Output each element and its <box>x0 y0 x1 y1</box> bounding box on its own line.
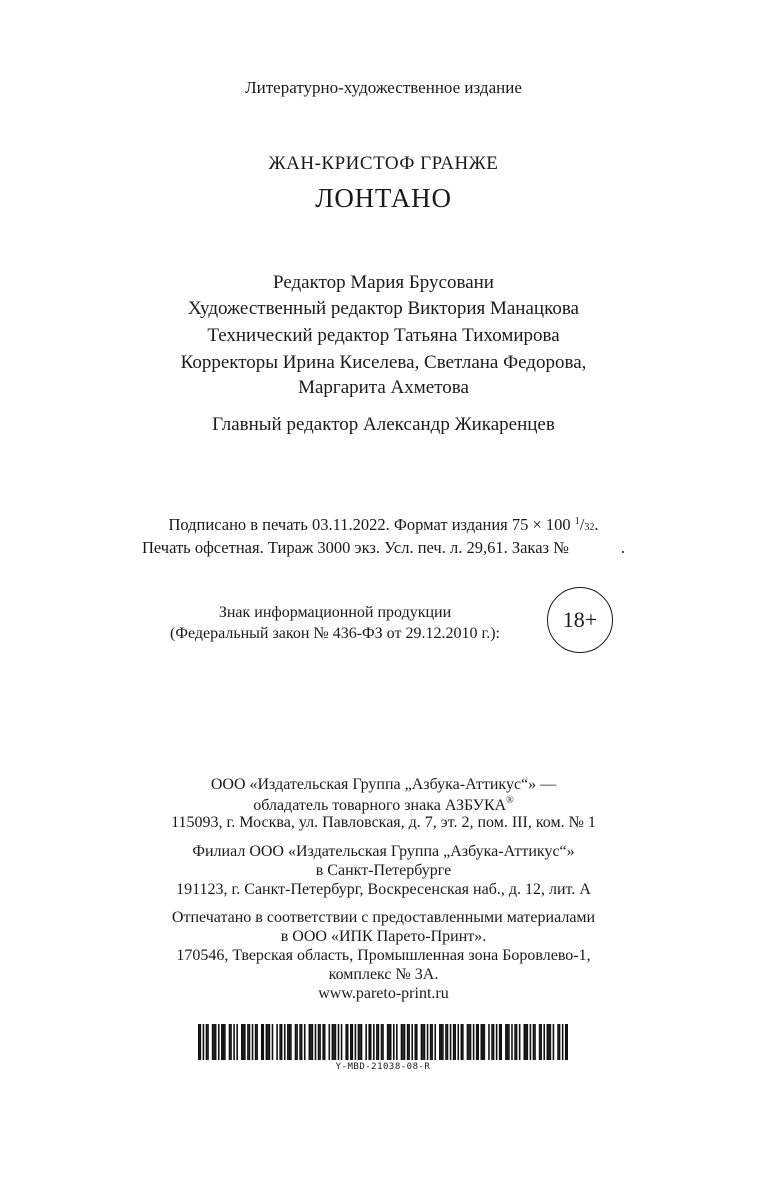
barcode-bar <box>212 1024 214 1060</box>
barcode-bar <box>424 1024 426 1060</box>
barcode-bar <box>332 1024 334 1060</box>
age-rating: 18+ <box>562 607 598 632</box>
barcode-bar <box>213 1024 215 1060</box>
barcode-bar <box>230 1024 232 1060</box>
branch-address: 191123, г. Санкт-Петербург, Воскресенская наб., д. 12, лит. А <box>176 881 591 898</box>
barcode-bar <box>261 1024 263 1060</box>
barcode-bar <box>315 1024 317 1060</box>
barcode-bar <box>430 1024 432 1060</box>
barcode-bar <box>218 1024 220 1060</box>
barcode-bar <box>500 1024 502 1060</box>
tech-editor-credit: Технический редактор Татьяна Тихомирова <box>207 325 560 346</box>
barcode-bar <box>514 1024 516 1060</box>
barcode-bar <box>565 1024 567 1060</box>
barcode-bar <box>404 1024 406 1060</box>
barcode-bar <box>505 1024 507 1060</box>
barcode-bar <box>527 1024 529 1060</box>
barcode-bar <box>559 1024 561 1060</box>
barcode-bar <box>361 1024 363 1060</box>
barcode-bar <box>550 1024 552 1060</box>
barcode-bar <box>387 1024 389 1060</box>
barcode-bar <box>359 1024 361 1060</box>
barcode-bar <box>447 1024 449 1060</box>
barcode-bar <box>488 1024 490 1060</box>
barcode-bar <box>476 1024 478 1060</box>
barcode-bar <box>382 1024 384 1060</box>
barcode-bar <box>215 1024 217 1060</box>
barcode-bar <box>249 1024 251 1060</box>
barcode-bar <box>233 1024 235 1060</box>
barcode-bar <box>355 1024 357 1060</box>
barcode-bar <box>279 1024 281 1060</box>
barcode-bar <box>304 1024 306 1060</box>
barcode-bar <box>441 1024 443 1060</box>
barcode-bar <box>461 1024 463 1060</box>
barcode-bar <box>255 1024 257 1060</box>
printer-address-2: комплекс № 3А. <box>328 966 439 983</box>
barcode-bar <box>381 1024 383 1060</box>
barcode-bar <box>284 1024 286 1060</box>
barcode-bar <box>301 1024 303 1060</box>
barcode-bar <box>262 1024 264 1060</box>
age-sign-label-1: Знак информационной продукции <box>218 604 452 621</box>
barcode-code: Y-MBD-21038-08-R <box>335 1062 431 1072</box>
barcode-bar <box>266 1024 268 1060</box>
print-line-1-end: . <box>594 515 599 534</box>
barcode-bar <box>347 1024 349 1060</box>
barcode-bar <box>333 1024 335 1060</box>
barcode-bar <box>411 1024 413 1060</box>
barcode-bar <box>198 1024 200 1060</box>
barcode-bar <box>445 1024 447 1060</box>
edition-type: Литературно-художественное издание <box>245 78 522 97</box>
barcode-bar <box>547 1024 549 1060</box>
barcode-bar <box>482 1024 484 1060</box>
barcode-bar <box>543 1024 545 1060</box>
registered-mark: ® <box>506 795 514 806</box>
barcode-bar <box>396 1024 398 1060</box>
age-rating-badge <box>547 587 613 653</box>
barcode-bar <box>407 1024 409 1060</box>
barcode-bar <box>496 1024 498 1060</box>
barcode-bar <box>414 1024 416 1060</box>
barcode-bar <box>236 1024 238 1060</box>
barcode-bar <box>390 1024 392 1060</box>
barcode-bar <box>439 1024 441 1060</box>
barcode-bar <box>499 1024 501 1060</box>
branch-name-2: в Санкт-Петербурге <box>315 862 452 879</box>
barcode-bar <box>416 1024 418 1060</box>
barcode-bar <box>511 1024 513 1060</box>
barcode-bar <box>229 1024 231 1060</box>
barcode-bar <box>365 1024 367 1060</box>
barcode-bar <box>358 1024 360 1060</box>
barcode-bar <box>272 1024 274 1060</box>
barcode-bar <box>224 1024 226 1060</box>
barcode-bar <box>223 1024 225 1060</box>
barcode-bar <box>467 1024 469 1060</box>
barcode-bar <box>540 1024 542 1060</box>
barcode-bar <box>519 1024 521 1060</box>
branch-name-1: Филиал ООО «Издательская Группа „Азбука-Аттикус“» <box>192 843 575 860</box>
barcode-bar <box>207 1024 209 1060</box>
barcode-bar <box>269 1024 271 1060</box>
barcode-bar <box>533 1024 535 1060</box>
barcode-bar <box>442 1024 444 1060</box>
barcode-bar <box>530 1024 532 1060</box>
barcode-bar <box>296 1024 298 1060</box>
barcode-bar <box>457 1024 459 1060</box>
barcode-bar <box>434 1024 436 1060</box>
art-editor-credit: Художественный редактор Виктория Манацкова <box>188 298 579 319</box>
barcode-bar <box>422 1024 424 1060</box>
barcode-bar <box>548 1024 550 1060</box>
barcode-bar <box>493 1024 495 1060</box>
barcode <box>198 1024 568 1060</box>
barcode-bar <box>328 1024 330 1060</box>
print-info-line-1 <box>0 515 767 535</box>
format-slash: / <box>579 515 585 534</box>
barcode-bar <box>454 1024 456 1060</box>
barcode-bar <box>453 1024 455 1060</box>
barcode-bar <box>290 1024 292 1060</box>
barcode-bar <box>378 1024 380 1060</box>
barcode-bar <box>295 1024 297 1060</box>
print-signed-format: Подписано в печать 03.11.2022. Формат издания 75 × 100 <box>168 515 571 534</box>
barcode-bar <box>507 1024 509 1060</box>
barcode-bar <box>421 1024 423 1060</box>
barcode-bar <box>281 1024 283 1060</box>
barcode-bar <box>477 1024 479 1060</box>
barcode-bar <box>462 1024 464 1060</box>
barcode-bar <box>345 1024 347 1060</box>
printer-address-1: 170546, Тверская область, Промышленная зона Боровлево-1, <box>176 947 591 964</box>
barcode-bar <box>247 1024 249 1060</box>
barcode-bar <box>241 1024 243 1060</box>
barcode-bar <box>324 1024 326 1060</box>
barcode-bar <box>252 1024 254 1060</box>
print-info-line-2 <box>0 538 767 558</box>
editor-credit: Редактор Мария Брусовани <box>273 272 494 293</box>
barcode-bar <box>267 1024 269 1060</box>
barcode-bar <box>338 1024 340 1060</box>
barcode-bar <box>431 1024 433 1060</box>
trademark-owner: обладатель товарного знака АЗБУКА <box>253 797 507 814</box>
barcode-bar <box>534 1024 536 1060</box>
barcode-bar <box>553 1024 555 1060</box>
age-sign-label-2: (Федеральный закон № 436-ФЗ от 29.12.2010 г.): <box>169 625 500 642</box>
barcode-bar <box>322 1024 324 1060</box>
printer-website: www.pareto-print.ru <box>318 985 449 1002</box>
print-run-order: Печать офсетная. Тираж 3000 экз. Усл. печ. л. 29,61. Заказ № <box>141 538 569 557</box>
barcode-bar <box>350 1024 352 1060</box>
format-numerator: 1 <box>574 516 580 527</box>
barcode-bar <box>539 1024 541 1060</box>
barcode-bar <box>566 1024 568 1060</box>
barcode-bar <box>312 1024 314 1060</box>
barcode-bar <box>309 1024 311 1060</box>
barcode-bar <box>508 1024 510 1060</box>
publisher-address: 115093, г. Москва, ул. Павловская, д. 7, эт. 2, пом. III, ком. № 1 <box>171 814 596 831</box>
barcode-bar <box>491 1024 493 1060</box>
barcode-bar <box>299 1024 301 1060</box>
barcode-bar <box>401 1024 403 1060</box>
barcode-bar <box>557 1024 559 1060</box>
printer-line-2: в ООО «ИПК Парето-Принт». <box>280 928 487 945</box>
barcode-bar <box>276 1024 278 1060</box>
barcode-bar <box>468 1024 470 1060</box>
barcode-bar <box>287 1024 289 1060</box>
barcode-bar <box>427 1024 429 1060</box>
barcode-bar <box>393 1024 395 1060</box>
barcode-bar <box>319 1024 321 1060</box>
barcode-bar <box>289 1024 291 1060</box>
publisher-name-1: ООО «Издательская Группа „Азбука-Аттикус“» — <box>210 776 557 793</box>
barcode-bar <box>310 1024 312 1060</box>
barcode-bar <box>244 1024 246 1060</box>
barcode-bar <box>370 1024 372 1060</box>
printer-line-1: Отпечатано в соответствии с предоставленными материалами <box>171 909 596 926</box>
print-line-2-end: . <box>620 538 626 557</box>
barcode-bar <box>408 1024 410 1060</box>
author-name: ЖАН-КРИСТОФ ГРАНЖЕ <box>268 153 499 174</box>
barcode-bar <box>402 1024 404 1060</box>
barcode-bar <box>341 1024 343 1060</box>
barcode-bar <box>352 1024 354 1060</box>
barcode-bar <box>373 1024 375 1060</box>
proofreaders-credit-1: Корректоры Ирина Киселева, Светлана Федорова, <box>180 352 587 373</box>
chief-editor-credit: Главный редактор Александр Жикаренцев <box>212 414 555 435</box>
proofreaders-credit-2: Маргарита Ахметова <box>298 377 469 398</box>
barcode-bar <box>516 1024 518 1060</box>
barcode-bar <box>335 1024 337 1060</box>
barcode-bar <box>376 1024 378 1060</box>
barcode-bar <box>480 1024 482 1060</box>
barcode-bar <box>473 1024 475 1060</box>
barcode-bar <box>318 1024 320 1060</box>
barcode-bar <box>388 1024 390 1060</box>
barcode-bar <box>200 1024 202 1060</box>
barcode-bar <box>523 1024 525 1060</box>
barcode-bar <box>203 1024 205 1060</box>
barcode-bar <box>525 1024 527 1060</box>
barcode-bar <box>206 1024 208 1060</box>
book-title: ЛОНТАНО <box>315 183 452 213</box>
barcode-bar <box>368 1024 370 1060</box>
barcode-bar <box>450 1024 452 1060</box>
barcode-bar <box>484 1024 486 1060</box>
barcode-bar <box>243 1024 245 1060</box>
barcode-bar <box>562 1024 564 1060</box>
publisher-name-2 <box>0 795 767 815</box>
barcode-bar <box>256 1024 258 1060</box>
barcode-bar <box>470 1024 472 1060</box>
format-denominator: 32 <box>584 522 595 533</box>
barcode-bar <box>221 1024 223 1060</box>
